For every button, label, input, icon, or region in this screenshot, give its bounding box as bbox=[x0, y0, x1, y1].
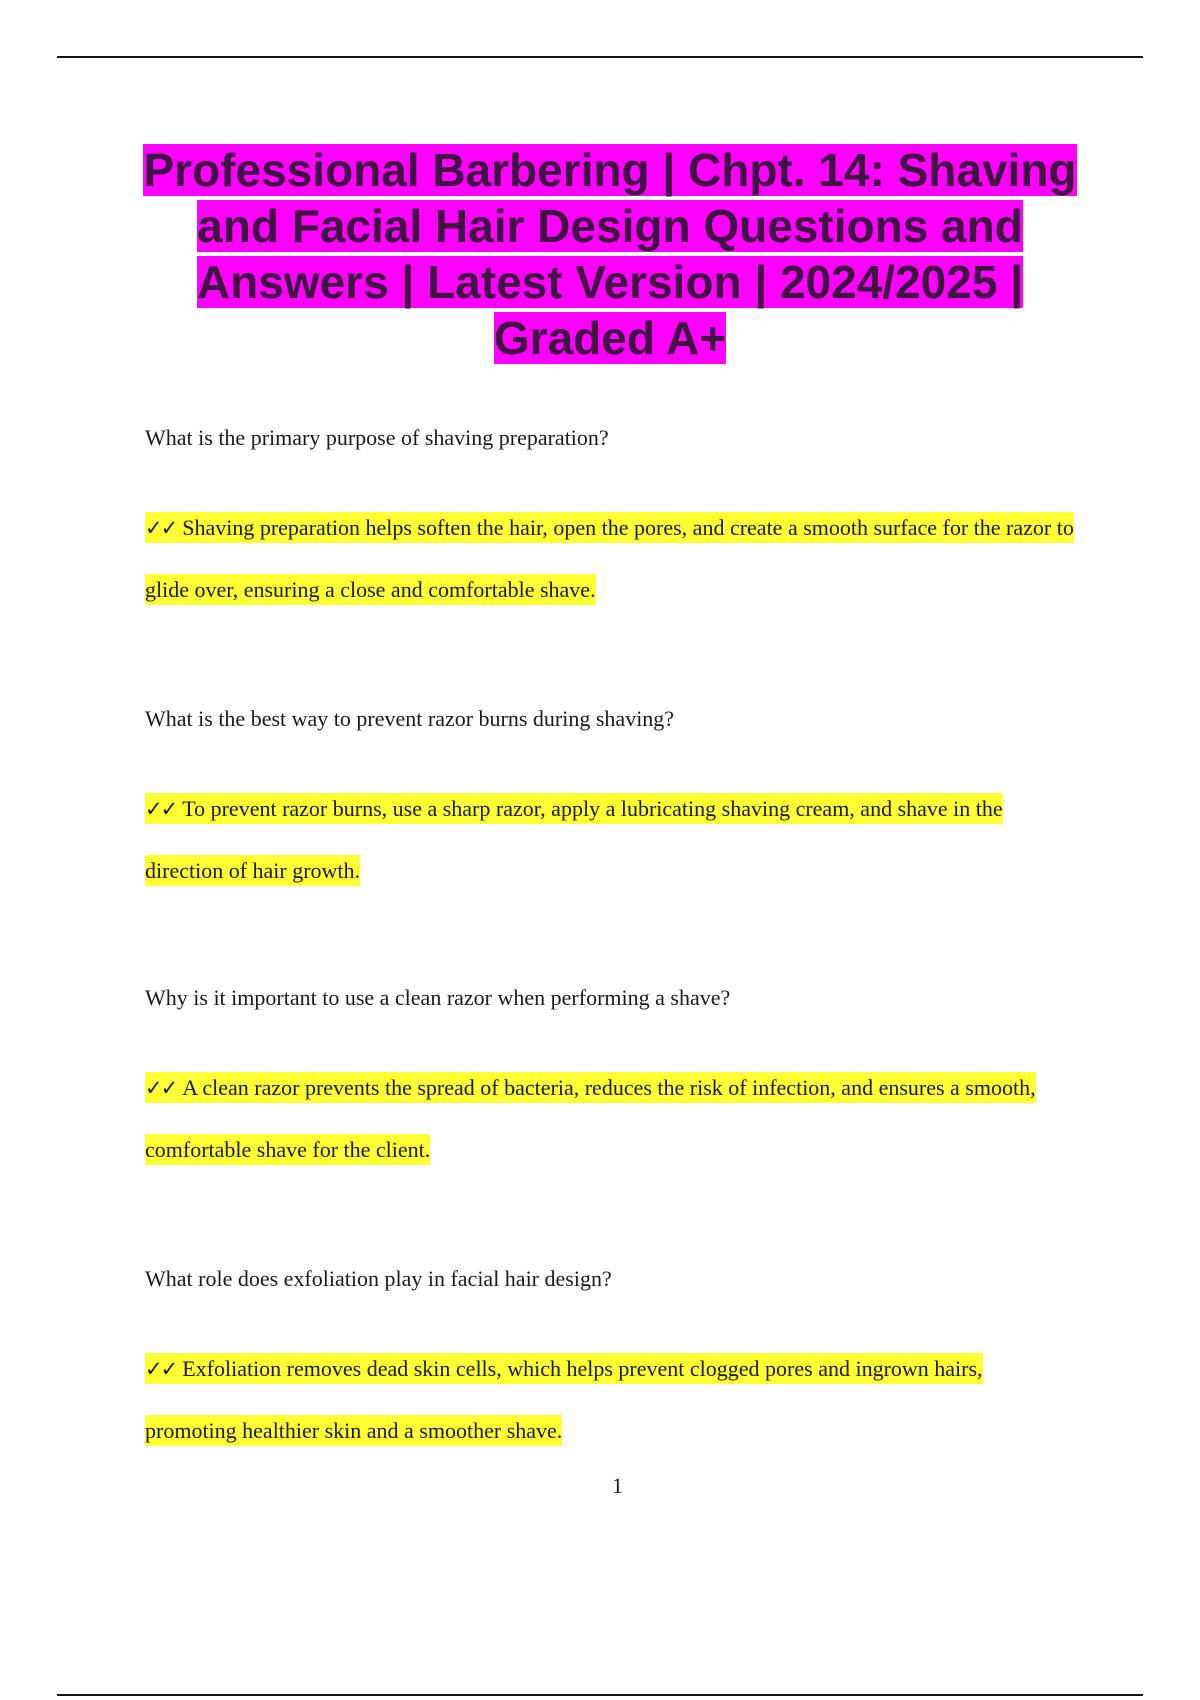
question-text: Why is it important to use a clean razor when performing a shave? bbox=[145, 985, 731, 1010]
bottom-rule bbox=[57, 1694, 1143, 1696]
question-text: What is the best way to prevent razor burns during shaving? bbox=[145, 706, 675, 731]
qa-item bbox=[145, 423, 1075, 620]
check-icon: ✓✓ bbox=[145, 1076, 177, 1100]
answer-block bbox=[145, 1057, 1075, 1180]
answer-text: Shaving preparation helps soften the hair, open the pores, and create a smooth surface for the razor to glide over, ensuring a close and comfortable shave. bbox=[145, 515, 1074, 602]
answer-highlight bbox=[145, 512, 1074, 605]
answer-highlight bbox=[145, 1353, 983, 1446]
question-text: What is the primary purpose of shaving preparation? bbox=[145, 425, 609, 450]
question-text: What role does exfoliation play in facial hair design? bbox=[145, 1266, 612, 1291]
answer-block bbox=[145, 497, 1075, 620]
document-title bbox=[140, 142, 1080, 366]
page-number: 1 bbox=[612, 1473, 623, 1498]
answer-text: A clean razor prevents the spread of bacteria, reduces the risk of infection, and ensures a smooth, comfortable shave for the client. bbox=[145, 1075, 1036, 1162]
qa-item bbox=[145, 983, 1075, 1180]
check-icon: ✓✓ bbox=[145, 1357, 177, 1381]
qa-item bbox=[145, 704, 1075, 901]
answer-text: Exfoliation removes dead skin cells, which helps prevent clogged pores and ingrown hairs, promoting healthier skin and a smoother shave. bbox=[145, 1356, 983, 1443]
answer-highlight bbox=[145, 793, 1003, 886]
document-title-text: Professional Barbering | Chpt. 14: Shaving and Facial Hair Design Questions and Answers | Latest Version | 2024/2025 | Graded A+ bbox=[143, 144, 1077, 364]
check-icon: ✓✓ bbox=[145, 797, 177, 821]
qa-item bbox=[145, 1264, 1075, 1461]
answer-block bbox=[145, 778, 1075, 901]
top-rule bbox=[57, 56, 1143, 58]
check-icon: ✓✓ bbox=[145, 516, 177, 540]
answer-text: To prevent razor burns, use a sharp razor, apply a lubricating shaving cream, and shave in the direction of hair growth. bbox=[145, 796, 1003, 883]
answer-block bbox=[145, 1338, 1075, 1461]
answer-highlight bbox=[145, 1072, 1036, 1165]
